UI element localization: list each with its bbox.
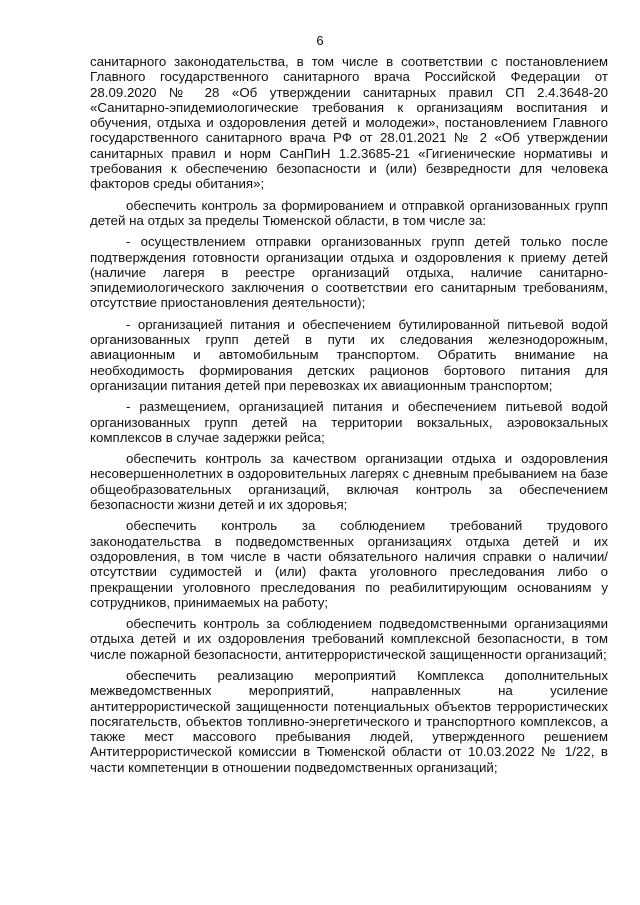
paragraph-day-camp-quality: обеспечить контроль за качеством организации отдыха и оздоровления несовершеннолетних в оздоровительных лагерях с дневным пребыванием на базе общеобразовательных организаций, включая контроль за обеспечением безопасности жизни детей и их здоровья; (90, 451, 608, 513)
page-number: 6 (316, 33, 324, 48)
paragraph-labor-law: обеспечить контроль за соблюдением требований трудового законодательства в подведомственных организациях отдыха детей и их оздоровления, в том числе в части обязательного наличия справки о наличии/отсутствии судимостей и (или) факта уголовного преследования либо о прекращении уголовного преследования по реабилитирующим основаниям у сотрудников, принимаемых на работу; (90, 518, 608, 610)
paragraph-sanitary-legislation: санитарного законодательства, в том числе в соответствии с постановлением Главного государственного санитарного врача Российской Федерации от 28.09.2020 № 28 «Об утверждении санитарных правил СП 2.4.3648-20 «Санитарно-эпидемиологические требования к организациям воспитания и обучения, отдыха и оздоровления детей и молодежи», постановлением Главного государственного санитарного врача РФ от 28.01.2021 № 2 «Об утверждении санитарных правил и норм СанПиН 1.2.3685-21 «Гигиенические нормативы и требования к обеспечению безопасности и (или) безвредности для человека факторов среды обитания»; (90, 54, 608, 192)
paragraph-dispatch-readiness: - осуществлением отправки организованных групп детей только после подтверждения готовности организации отдыха и оздоровления к приему детей (наличие лагеря в реестре организаций отдыха, наличие санитарно-эпидемиологического заключения о соответствии его санитарным требованиям, отсутствие приостановления деятельности); (90, 234, 608, 311)
paragraph-transport-food: - организацией питания и обеспечением бутилированной питьевой водой организованных групп детей в пути их следования железнодорожным, авиационным и автомобильным транспортом. Обратить внимание на необходимость формирования детских рационов бортового питания для организации питания детей при перевозках их авиационным транспортом; (90, 316, 608, 393)
paragraph-group-dispatch-control: обеспечить контроль за формированием и отправкой организованных групп детей на отдых за пределы Тюменской области, в том числе за: (90, 197, 608, 228)
document-body (90, 54, 608, 781)
paragraph-complex-safety: обеспечить контроль за соблюдением подведомственными организациями отдыха детей и их оздоровления требований комплексной безопасности, в том числе пожарной безопасности, антитеррористической защищенности организаций; (90, 616, 608, 662)
paragraph-station-delay: - размещением, организацией питания и обеспечением питьевой водой организованных групп детей на территории вокзальных, аэровокзальных комплексов в случае задержки рейса; (90, 399, 608, 445)
paragraph-antiterror-measures: обеспечить реализацию мероприятий Комплекса дополнительных межведомственных мероприятий, направленных на усиление антитеррористической защищенности потенциальных объектов террористических посягательств, объектов топливно-энергетического и транспортного комплексов, а также мест массового пребывания людей, утвержденного решением Антитеррористической комиссии в Тюменской области от 10.03.2022 № 1/22, в части компетенции в отношении подведомственных организаций; (90, 667, 608, 775)
